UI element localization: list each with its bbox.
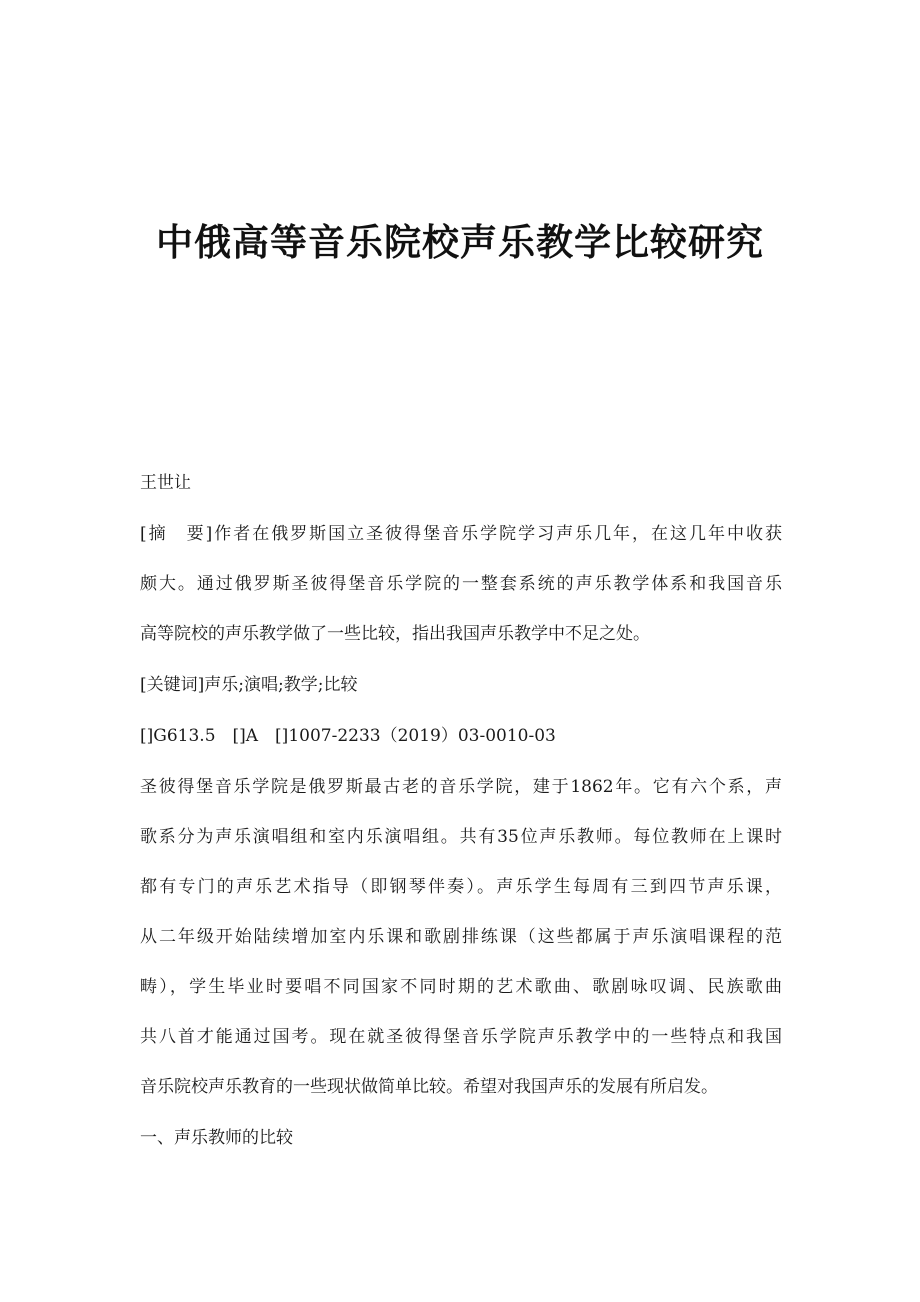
body-line: 歌系分为声乐演唱组和室内乐演唱组。共有35位声乐教师。每位教师在上课时 — [140, 827, 782, 847]
keywords: [关键词]声乐;演唱;教学;比较 — [140, 675, 358, 695]
body-paragraph — [140, 774, 782, 1101]
abstract-line: 颇大。通过俄罗斯圣彼得堡音乐学院的一整套系统的声乐教学体系和我国音乐 — [140, 574, 782, 594]
author-name: 王世让 — [140, 473, 191, 493]
document-title: 中俄高等音乐院校声乐教学比较研究 — [156, 221, 764, 264]
abstract-line: 高等院校的声乐教学做了一些比较，指出我国声乐教学中不足之处。 — [140, 624, 650, 644]
classification-codes: []G613.5 []A []1007-2233（2019）03-0010-03 — [140, 726, 556, 746]
body-line: 畴），学生毕业时要唱不同国家不同时期的艺术歌曲、歌剧咏叹调、民族歌曲 — [140, 977, 782, 997]
document-content — [140, 470, 782, 1152]
body-line: 都有专门的声乐艺术指导（即钢琴伴奏）。声乐学生每周有三到四节声乐课， — [140, 877, 782, 897]
body-line: 圣彼得堡音乐学院是俄罗斯最古老的音乐学院，建于1862年。它有六个系，声 — [140, 777, 782, 797]
abstract — [140, 521, 782, 648]
body-line: 从二年级开始陆续增加室内乐课和歌剧排练课（这些都属于声乐演唱课程的范 — [140, 927, 782, 947]
abstract-line: [摘 要]作者在俄罗斯国立圣彼得堡音乐学院学习声乐几年，在这几年中收获 — [140, 524, 782, 544]
section-heading: 一、声乐教师的比较 — [140, 1128, 293, 1148]
body-line: 音乐院校声乐教育的一些现状做简单比较。希望对我国声乐的发展有所启发。 — [140, 1077, 718, 1097]
body-line: 共八首才能通过国考。现在就圣彼得堡音乐学院声乐教学中的一些特点和我国 — [140, 1027, 782, 1047]
